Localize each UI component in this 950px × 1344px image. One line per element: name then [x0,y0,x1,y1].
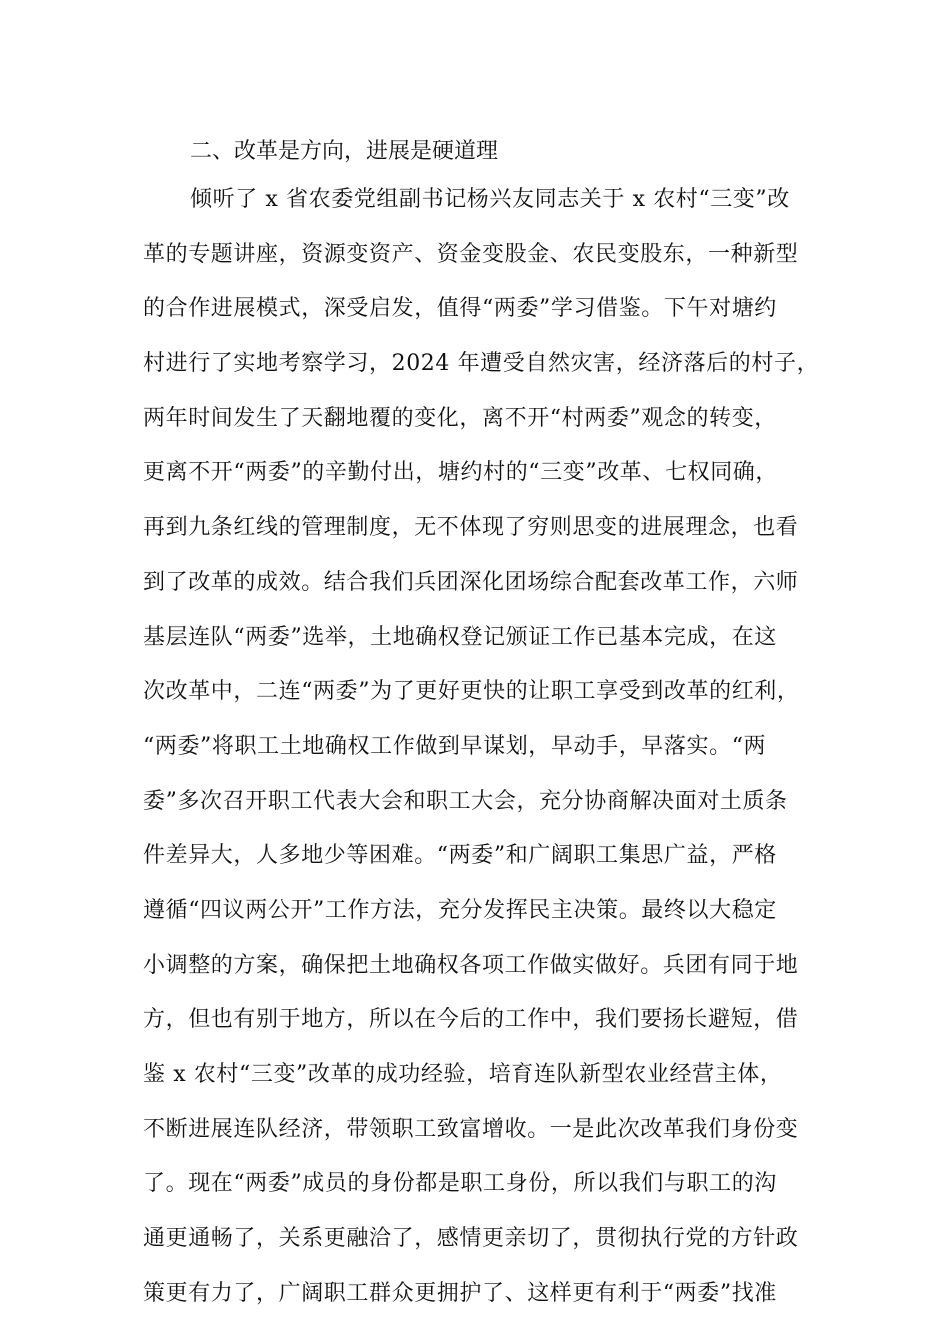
paragraph-line: 两年时间发生了天翻地覆的变化，离不开“村两委”观念的转变， [143,405,777,431]
paragraph-line: 通更通畅了，关系更融洽了，感情更亲切了，贯彻执行党的方针政 [143,1226,799,1252]
paragraph-line: 方，但也有别于地方，所以在今后的工作中，我们要扬长避短，借 [143,1007,799,1033]
paragraph-line: 的合作进展模式，深受启发，值得“两委”学习借鉴。下午对塘约 [143,296,777,322]
paragraph-line: 次改革中，二连“两委”为了更好更快的让职工享受到改革的红利， [143,679,800,705]
paragraph-line: 再到九条红线的管理制度，无不体现了穷则思变的进展理念，也看 [143,515,799,541]
paragraph-line: 革的专题讲座，资源变资产、资金变股金、农民变股东，一种新型 [143,241,799,267]
paragraph-line: 不断进展连队经济，带领职工致富增收。一是此次改革我们身份变 [143,1116,799,1142]
paragraph-line: 基层连队“两委”选举，土地确权登记颁证工作已基本完成，在这 [143,624,777,650]
body-paragraph [143,184,823,1332]
paragraph-line: 策更有力了，广阔职工群众更拥护了、这样更有利于“两委”找准 [143,1280,777,1306]
section-heading: 二、改革是方向，进展是硬道理 [190,139,499,164]
paragraph-line: 到了改革的成效。结合我们兵团深化团场综合配套改革工作，六师 [143,569,799,595]
paragraph-line: “两委”将职工土地确权工作做到早谋划，早动手，早落实。“两 [143,733,767,759]
paragraph-line: 倾听了 x 省农委党组副书记杨兴友同志关于 x 农村“三变”改 [190,187,790,212]
paragraph-line: 了。现在“两委”成员的身份都是职工身份，所以我们与职工的沟 [143,1171,777,1197]
paragraph-line: 件差异大，人多地少等困难。“两委”和广阔职工集思广益，严格 [143,843,777,869]
paragraph-line: 委”多次召开职工代表大会和职工大会，充分协商解决面对土质条 [143,788,788,814]
paragraph-line: 村进行了实地考察学习，2024 年遭受自然灾害，经济落后的村子， [143,351,820,377]
paragraph-line: 小调整的方案，确保把土地确权各项工作做实做好。兵团有同于地 [143,952,799,978]
paragraph-line: 遵循“四议两公开”工作方法，充分发挥民主决策。最终以大稳定 [143,897,777,923]
paragraph-line: 更离不开“两委”的辛勤付出，塘约村的“三变”改革、七权同确， [143,460,778,486]
paragraph-line: 鉴 x 农村“三变”改革的成功经验，培育连队新型农业经营主体， [143,1062,783,1087]
